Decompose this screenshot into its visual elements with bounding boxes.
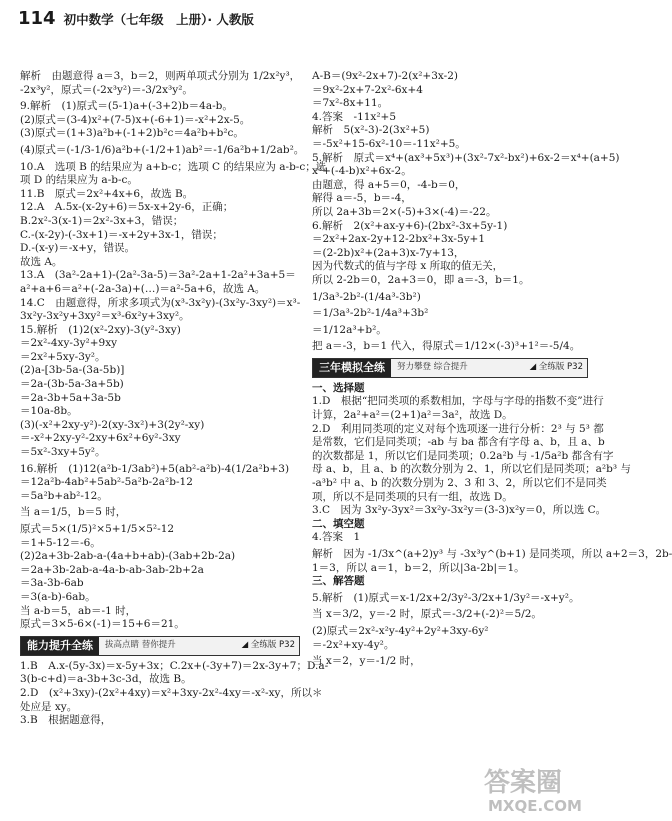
text-line: ＝-2x²+xy-4y²。 (312, 638, 395, 651)
text-line: ＝10a-8b。 (20, 405, 78, 418)
section-banner-mock (312, 358, 588, 378)
banner-reference: ◢ 全练版 P32 (529, 362, 583, 373)
text-line: (3)(-x²+2xy-y²)-2(xy-3x²)+3(2y²-xy) (20, 418, 205, 431)
text-line: 4.答案 1 (312, 531, 361, 544)
text-line: 当 a-b＝5，ab＝-1 时， (20, 604, 137, 617)
page-header (18, 8, 254, 30)
text-line: ＝3a-3b-6ab (20, 577, 84, 590)
text-line: 14.C 由题意得，所求多项式为(x³-3x²y)-(3x²y-3xy²)＝x³- (20, 296, 301, 309)
text-line: C.-(x-2y)-(-3x+1)＝-x+2y+3x-1，错误； (20, 228, 223, 241)
banner-title: 能力提升全练 (21, 637, 99, 655)
text-line: 3x²y-3x²y+3xy²＝x³-6x²y+3xy²。 (20, 310, 190, 323)
text-line: 把 a＝-3，b＝1 代入，得原式＝1/12×(-3)³+1²＝-5/4。 (312, 340, 581, 353)
text-line: ＝1/12a³+b²。 (312, 323, 387, 336)
text-line: x³+(-4-b)x²+6x-2。 (312, 165, 412, 178)
text-line: 3.C 因为 3x²y-3yx²＝3x²y-3x²y＝(3-3)x²y＝0，所以选 C。 (312, 504, 607, 517)
text-line: 10.A 选项 B 的结果应为 a+b-c；选项 C 的结果应为 a-b-c；选 (20, 160, 327, 173)
text-line: (2)原式＝2x²-x²y-4y²+2y²+3xy-6y² (312, 624, 489, 637)
text-line: 5.解析 原式＝x⁴+(ax³+5x³)+(3x²-7x²-bx²)+6x-2＝x⁴+(a+5) (312, 151, 620, 164)
book-title: 初中数学（七年级 上册）· 人教版 (63, 12, 254, 27)
text-line: 12.A A.5x-(x-2y+6)＝5x-x+2y-6，正确； (20, 201, 234, 214)
text-line: 解得 a＝-5，b＝-4， (312, 192, 412, 205)
watermark-text: 答案圈 (484, 768, 563, 798)
text-line: 故选 A。 (20, 255, 63, 268)
text-line: ＝2a+3b-2ab-a-4a-b-ab-3ab-2b+2a (20, 563, 204, 576)
text-line: 解析 5(x²-3)-2(3x²+5) (312, 124, 430, 137)
text-line: 由题意，得 a+5＝0，-4-b＝0， (312, 178, 466, 191)
text-line: 当 a＝1/5，b＝5 时， (20, 506, 127, 519)
text-line: 解析 由题意得 a＝3，b＝2，则两单项式分别为 1/2x²y³， (20, 70, 301, 82)
text-line: 3.B 根据题意得， (20, 714, 112, 727)
section-heading: 二、填空题 (312, 517, 365, 530)
text-line: a²+a+6＝a²+(-2a-3a)+(…)＝a²-5a+6，故选 A。 (20, 282, 266, 295)
text-line: (2)a-[3b-5a-(3a-5b)] (20, 364, 125, 377)
text-line: ＝-x²+2xy-y²-2xy+6x²+6y²-3xy (20, 432, 181, 445)
text-line: ＝2x²+2ax-2y+12-2bx²+3x-5y+1 (312, 233, 486, 246)
watermark-logo (480, 761, 592, 817)
text-line: B.2x²-3(x-1)＝2x²-3x+3，错误； (20, 214, 184, 227)
text-line: ＝7x²-8x+11。 (312, 97, 389, 110)
text-line: ＝3(a-b)-6ab。 (20, 590, 96, 603)
text-line: 15.解析 (1)2(x²-2xy)-3(y²-3xy) (20, 323, 181, 336)
section-heading: 一、选择题 (312, 381, 365, 394)
text-line: (2)2a+3b-2ab-a-(4a+b+ab)-(3ab+2b-2a) (20, 550, 236, 563)
text-line: ＝2x²+5xy-3y²。 (20, 350, 106, 363)
text-line: 6.解析 2(x²+ax-y+6)-(2bx²-3x+5y-1) (312, 219, 508, 232)
text-line: 原式＝5×(1/5)²×5+1/5×5²-12 (20, 523, 175, 535)
banner-subtitle: 努力攀登 综合提升 (397, 362, 468, 373)
text-line: 解析 因为 -1/3x^(a+2)y³ 与 -3x³y^(b+1) 是同类项，所以 a+2＝3，2b- (312, 548, 672, 560)
text-line: 的次数都是 1，所以它们是同类项；0.2a²b 与 -1/5a²b 都含有字 (312, 449, 614, 462)
text-line: 13.A (3a²-2a+1)-(2a²-3a-5)＝3a²-2a+1-2a²+3a+5＝ (20, 269, 296, 282)
banner-subtitle: 拔高点睛 替你提升 (105, 639, 176, 650)
banner-title: 三年模拟全练 (313, 359, 391, 377)
text-line: 是常数，它们是同类项；-ab 与 ba 都含有字母 a、b，且 a、b (312, 436, 605, 449)
text-line: ＝5x²-3xy+5y²。 (20, 446, 106, 459)
text-line: ＝2x²-4xy-3y²+9xy (20, 337, 118, 350)
text-line: (4)原式＝(-1/3-1/6)a²b+(-1/2+1)ab²＝-1/6a²b+1/2ab²。 (20, 143, 305, 156)
text-line: 4.答案 -11x²+5 (312, 110, 397, 123)
text-line: 5.解析 (1)原式＝x-1/2x+2/3y²-3/2x+1/3y²＝-x+y²。 (312, 591, 580, 604)
text-line: D.-(x-y)＝-x+y，错误。 (20, 242, 136, 255)
text-line: ＝5a²b+ab²-12。 (20, 489, 108, 502)
text-line: -a³b² 中 a、b 的次数分别为 2、3 和 3、2，所以它们不是同类 (312, 477, 607, 490)
text-line: 当 x＝3/2，y＝-2 时，原式＝-3/2+(-2)²＝5/2。 (312, 608, 542, 621)
text-line: 因为代数式的值与字母 x 所取的值无关， (312, 260, 504, 273)
right-column (312, 70, 672, 669)
text-line: -2x³y²，原式＝(-2x³y²)＝-3/2x³y²。 (20, 83, 193, 96)
text-line: 2.D 利用同类项的定义对每个选项逐一进行分析：2³ 与 5³ 都 (312, 422, 604, 435)
left-column (20, 70, 329, 728)
watermark-url: MXQE.COM (488, 797, 582, 815)
text-line: 所以 2a+3b＝2×(-5)+3×(-4)＝-22。 (312, 205, 497, 218)
text-line: 1.D 根据“把同类项的系数相加，字母与字母的指数不变”进行 (312, 395, 604, 408)
banner-reference: ◢ 全练版 P32 (241, 639, 295, 650)
text-line: 1/3a³-2b²-(1/4a³-3b²) (312, 290, 421, 303)
section-heading: 三、解答题 (312, 575, 365, 588)
section-banner-ability (20, 636, 300, 656)
text-line: 项，所以不是同类项的只有一组，故选 D。 (312, 490, 513, 503)
text-line: 16.解析 (1)12(a²b-1/3ab²)+5(ab²-a²b)-4(1/2a²b+3) (20, 462, 290, 475)
text-line: 母 a、b，且 a、b 的次数分别为 2、1，所以它们是同类项；a²b³ 与 (312, 463, 631, 476)
text-line: A-B＝(9x²-2x+7)-2(x²+3x-2) (312, 70, 458, 82)
text-line: 3(b-c+d)＝a-3b+3c-3d，故选 B。 (20, 673, 192, 686)
text-line: ＝2a-(3b-5a-3a+5b) (20, 378, 124, 391)
text-line: 1.B A.x-(5y-3x)＝x-5y+3x；C.2x+(-3y+7)＝2x-3y+7；D.a- (20, 659, 329, 672)
text-line: ＝12a²b-4ab²+5ab²-5a²b-2a²b-12 (20, 476, 193, 489)
text-line: 11.B 原式＝2x²+4x+6，故选 B。 (20, 187, 194, 200)
text-line: 所以 2-2b＝0，2a+3＝0，即 a＝-3，b＝1。 (312, 273, 530, 286)
text-line: 处应是 xy。 (20, 700, 78, 713)
text-line: (3)原式＝(1+3)a²b+(-1+2)b²c＝4a²b+b²c。 (20, 127, 244, 140)
text-line: ＝2a-3b+5a+3a-5b (20, 391, 121, 404)
text-line: 计算，2a²+a²＝(2+1)a²＝3a²，故选 D。 (312, 409, 513, 422)
text-line: 2.D (x²+3xy)-(2x²+4xy)＝x²+3xy-2x²-4xy＝-x²-xy，所以＊ (20, 686, 323, 699)
text-line: 项 D 的结果应为 a-b-c。 (20, 174, 138, 187)
text-line: (2)原式＝(3-4)x²+(7-5)x+(-6+1)＝-x²+2x-5。 (20, 113, 251, 126)
text-line: ＝(2-2b)x²+(2a+3)x-7y+13， (312, 246, 465, 259)
page-number: 114 (18, 8, 56, 29)
text-line: 9.解析 (1)原式＝(5-1)a+(-3+2)b＝4a-b。 (20, 100, 233, 113)
text-line: 当 x＝2，y＝-1/2 时， (312, 655, 421, 668)
text-line: ＝1+5-12＝-6。 (20, 536, 101, 549)
text-line: ＝9x²-2x+7-2x²-6x+4 (312, 83, 423, 96)
text-line: 1＝3，所以 a＝1，b＝2，所以|3a-2b|＝1。 (312, 561, 525, 574)
text-line: ＝1/3a³-2b²-1/4a³+3b² (312, 307, 429, 320)
text-line: 原式＝3×5-6×(-1)＝15+6＝21。 (20, 618, 185, 631)
text-line: ＝-5x²+15-6x²-10＝-11x²+5。 (312, 137, 466, 150)
